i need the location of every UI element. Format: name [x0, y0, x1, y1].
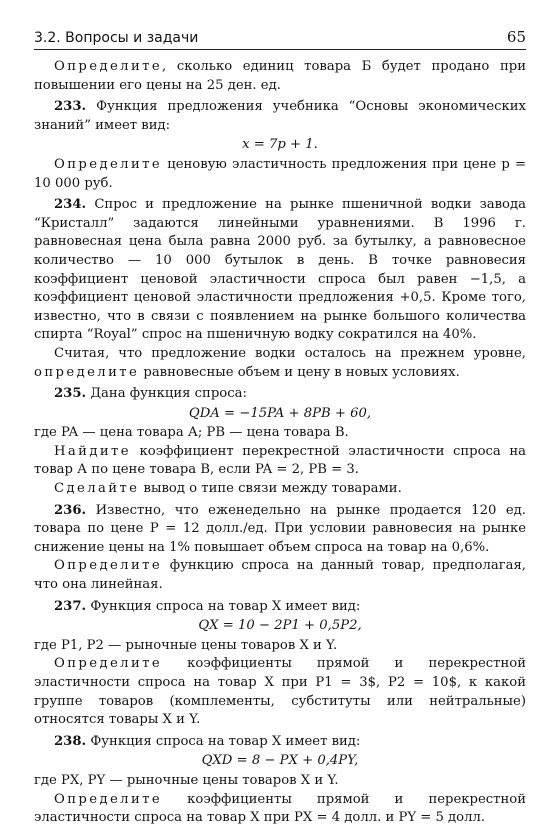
problem-text: Функция предложения учебника “Основы экономических знаний” имеет вид: — [34, 99, 526, 133]
text: , сколько единиц товара Б будет продано при повышении его цены на 25 ден. ед. — [34, 59, 526, 93]
verb: Определите — [54, 791, 163, 807]
page-body — [34, 58, 526, 828]
problem-number: 235. — [54, 386, 87, 402]
problem-238-task: Определите коэффициенты прямой и перекрестной эластичности спроса на товар X при PX = 4 долл. и PY = 5 долл. — [34, 791, 526, 826]
problem-text: Известно, что еженедельно на рынке продается 120 ед. товара по цене P = 12 долл./ед. При условии равновесия на рынке снижение цены на 1% повышает объем спроса на товар на 0,6%. — [34, 502, 526, 555]
verb: Определите — [54, 656, 163, 672]
problem-236-task: Определите функцию спроса на данный товар, предполагая, что она линейная. — [34, 558, 526, 593]
problem-234-task: Считая, что предложение водки осталось на прежнем уровне, определите равновесные объем и цену в новых условиях. — [34, 345, 526, 380]
verb: Сделайте — [54, 481, 140, 497]
problem-number: 236. — [54, 502, 87, 518]
problem-number: 237. — [54, 598, 87, 614]
running-head — [34, 28, 526, 50]
verb: Определите — [54, 59, 163, 74]
verb: Определите — [54, 156, 163, 172]
problem-number: 233. — [54, 99, 87, 115]
problem-text: Спрос и предложение на рынке пшеничной водки завода “Кристалл” задаются линейными уравнениями. В 1996 г. равновесная цена была равна 2000 руб. за бутылку, а равновесное количество — 10 000 бутылок в день. В точке равновесия коэффициент ценовой эластичности спроса был равен −1,5, а коэффициент ценовой эластичности предложения +0,5. Кроме того, известно, что в связи с появлением на рынке большого количества спирта “Royal” спрос на пшеничную водку сократился на 40%. — [34, 197, 526, 343]
problem-text: Функция спроса на товар X имеет вид: — [90, 598, 361, 614]
problem-number: 234. — [54, 197, 87, 213]
problem-235-task2: Сделайте вывод о типе связи между товарами. — [54, 481, 402, 497]
problem-237-task: Определите коэффициенты прямой и перекрестной эластичности спроса на товар X при P1 = 3$, P2 = 10$, к какой группе товаров (комплементы, субституты или нейтральные) относятся товары X и Y. — [34, 656, 526, 728]
problem-236 — [34, 502, 526, 558]
problem-235-task: Найдите коэффициент перекрестной эластичности спроса на товар А по цене товара В, если PA = 2, PB = 3. — [34, 443, 526, 478]
problem-238 — [34, 733, 526, 752]
formula-235: QDA = −15PA + 8PB + 60, — [188, 405, 372, 421]
verb: определите — [34, 364, 140, 380]
verb: Определите — [54, 558, 163, 574]
formula-237: QX = 10 − 2P1 + 0,5P2, — [198, 618, 362, 634]
problem-text: Функция спроса на товар X имеет вид: — [90, 733, 361, 749]
formula-233: x = 7p + 1. — [242, 137, 318, 153]
problem-237 — [34, 598, 526, 617]
problem-233-task: Определите ценовую эластичность предложения при цене p = 10 000 руб. — [34, 156, 526, 191]
problem-number: 238. — [54, 733, 87, 749]
problem-237-where: где P1, P2 — рыночные цены товаров X и Y. — [34, 637, 338, 653]
page-number: 65 — [506, 28, 526, 46]
problem-233 — [34, 98, 526, 135]
problem-234 — [34, 196, 526, 345]
problem-235 — [34, 385, 526, 404]
section-title: 3.2. Вопросы и задачи — [34, 30, 199, 46]
formula-238: QXD = 8 − PX + 0,4PY, — [201, 753, 359, 769]
problem-238-where: где PX, PY — рыночные цены товаров X и Y. — [34, 772, 339, 788]
problem-text: Дана функция спроса: — [90, 386, 247, 402]
problem-235-where: где PA — цена товара А; PB — цена товара В. — [34, 425, 349, 441]
problem-232-end — [34, 58, 526, 95]
verb: Найдите — [54, 443, 131, 459]
